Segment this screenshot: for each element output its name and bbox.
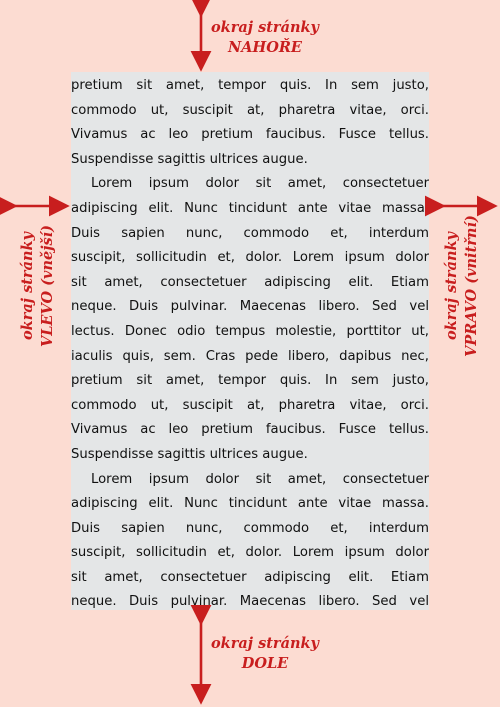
text-line: Lorem ipsum dolor sit amet, consectetuer [91,176,429,192]
text-line: Lorem ipsum dolor sit amet, consectetuer [91,471,429,487]
text-line: pretium sit amet, tempor quis. In sem justo, [71,373,429,389]
text-line: Duis sapien nunc, commodo et, interdum [71,520,429,536]
text-line: commodo ut, suscipit at, pharetra vitae, orci. [71,102,429,118]
text-line: Vivamus ac leo pretium faucibus. Fusce tellus. [71,127,429,143]
text-line: lectus. Donec odio tempus molestie, porttitor ut, [71,323,429,339]
text-line: Suspendisse sagittis ultrices augue. [71,151,308,167]
left-label-line-2: VLEVO (vnější) [39,225,56,348]
left-margin-label [18,206,58,366]
top-margin-label [210,18,320,58]
text-line: adipiscing elit. Nunc tincidunt ante vitae massa. [71,200,429,216]
text-line: neque. Duis pulvinar. Maecenas libero. Sed vel [71,299,429,315]
text-line: sit amet, consectetuer adipiscing elit. Etiam [71,274,429,290]
right-label-line-1: okraj stránky [443,232,460,340]
text-line: Duis sapien nunc, commodo et, interdum [71,225,429,241]
text-line: commodo ut, suscipit at, pharetra vitae, orci. [71,397,429,413]
text-line: adipiscing elit. Nunc tincidunt ante vitae massa. [71,496,429,512]
text-line: iaculis quis, sem. Cras pede libero, dapibus nec, [71,348,429,364]
top-label-line-2: NAHOŘE [228,39,302,56]
bottom-margin-label [210,634,320,674]
text-line: Suspendisse sagittis ultrices augue. [71,446,308,462]
right-margin-label [442,206,482,366]
text-line: suscipit, sollicitudin et, dolor. Lorem ipsum dolor [71,545,429,561]
text-line: sit amet, consectetuer adipiscing elit. Etiam [71,569,429,585]
right-label-line-2: VPRAVO (vnitřní) [463,215,480,357]
text-line: neque. Duis pulvinar. Maecenas libero. Sed vel [71,594,429,610]
bottom-label-line-1: okraj stránky [211,635,319,652]
text-line: pretium sit amet, tempor quis. In sem justo, [71,78,429,93]
top-label-line-1: okraj stránky [211,19,319,36]
text-line: Vivamus ac leo pretium faucibus. Fusce tellus. [71,422,429,438]
text-line: suscipit, sollicitudin et, dolor. Lorem ipsum dolor [71,250,429,266]
bottom-label-line-2: DOLE [241,655,289,672]
left-label-line-1: okraj stránky [19,232,36,340]
